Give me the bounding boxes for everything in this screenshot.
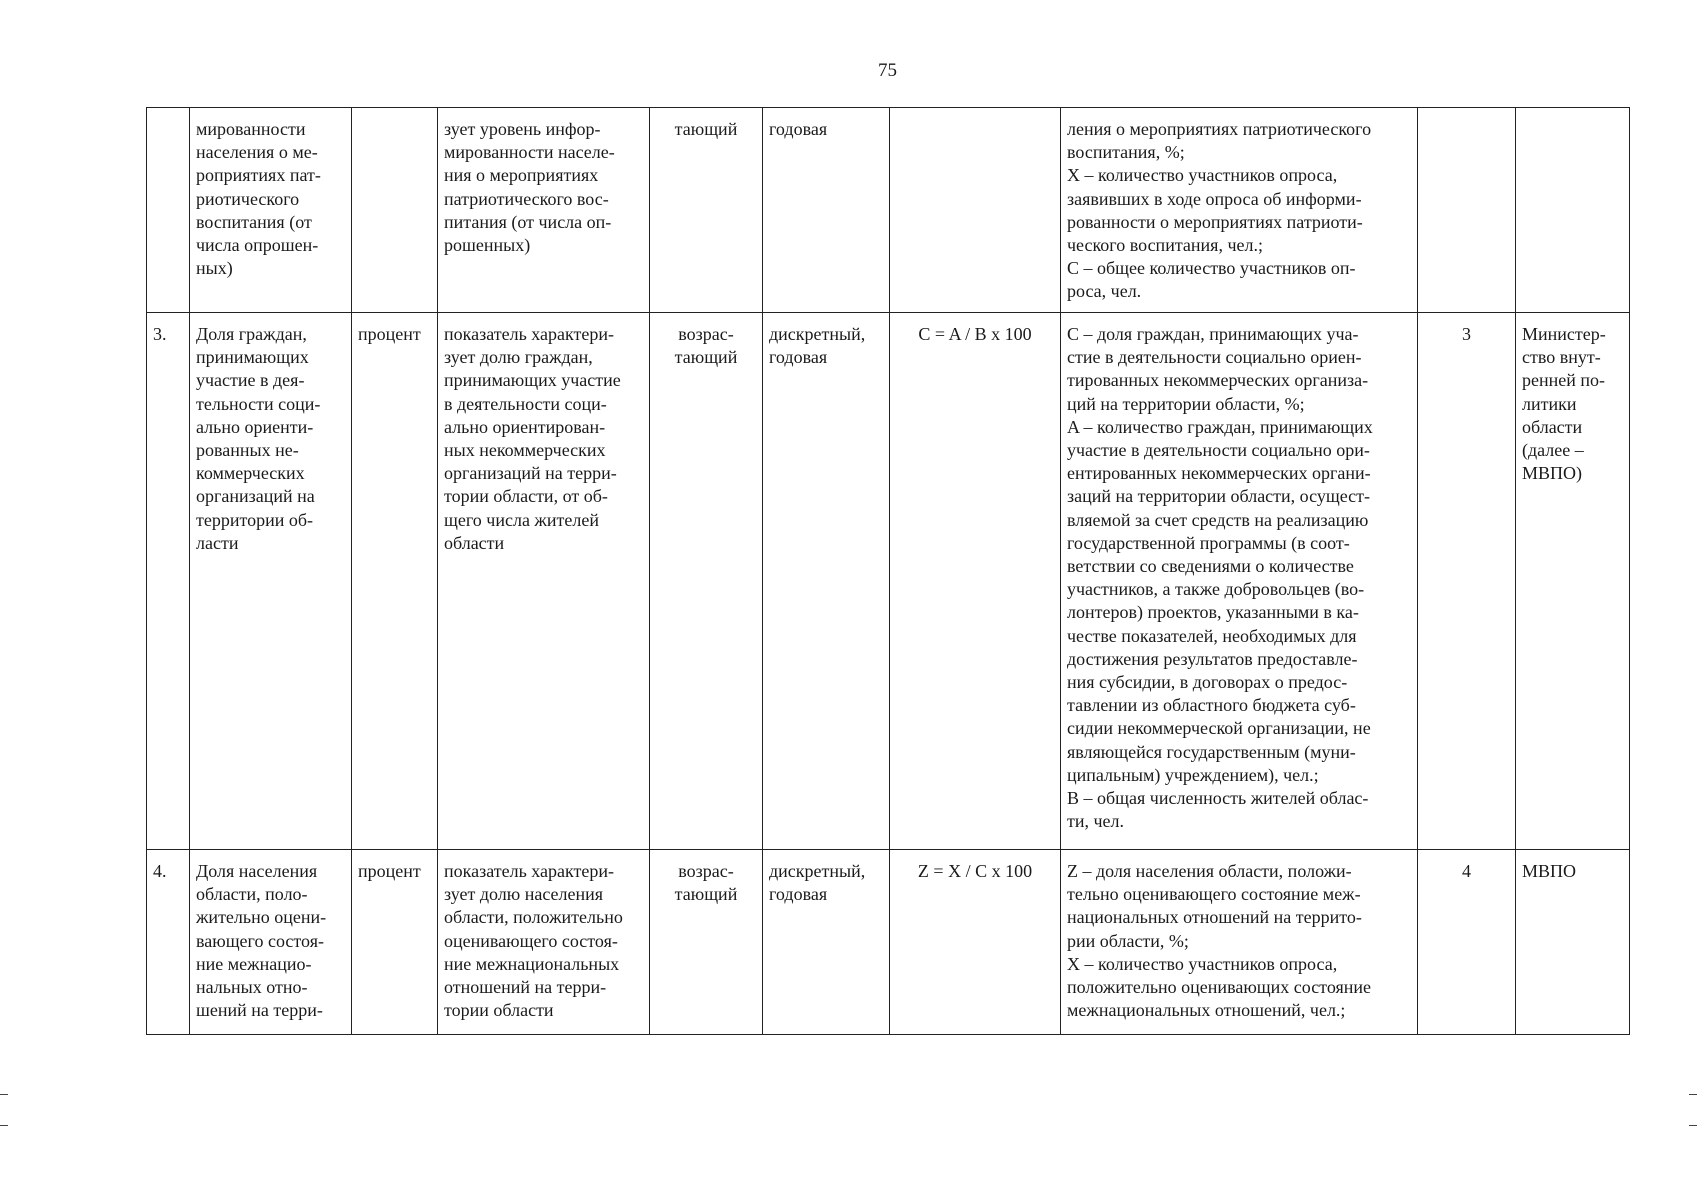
table-row [147, 108, 1630, 313]
formula: Z = X / C x 100 [890, 850, 1061, 1035]
row-number [147, 108, 190, 313]
table-row [147, 850, 1630, 1035]
periodicity: годовая [763, 108, 890, 313]
indicator-value [1418, 108, 1516, 313]
row-number: 3. [147, 313, 190, 850]
responsible-executor [1516, 108, 1630, 313]
trend-direction: возрас- тающий [650, 313, 763, 850]
formula: C = A / B x 100 [890, 313, 1061, 850]
indicator-value: 3 [1418, 313, 1516, 850]
page-number: 75 [878, 60, 897, 81]
indicators-table [146, 107, 1630, 1035]
scan-edge-mark [0, 1125, 8, 1126]
indicator-description: показатель характери- зует долю населения области, положительно оценивающего состоя- ние межнациональных отношений на терри- тории области [438, 850, 650, 1035]
trend-direction: тающий [650, 108, 763, 313]
periodicity: дискретный, годовая [763, 313, 890, 850]
indicator-name: мированности населения о ме- роприятиях пат- риотического воспитания (от числа опрошен- ных) [190, 108, 352, 313]
periodicity: дискретный, годовая [763, 850, 890, 1035]
scan-edge-mark [1689, 1094, 1697, 1095]
formula-explanation: Z – доля населения области, положи- тельно оценивающего состояние меж- национальных отношений на террито- рии области, %; X – количество участников опроса, положительно оценивающих состояние межнациональных отношений, чел.; [1061, 850, 1418, 1035]
unit [352, 108, 438, 313]
indicator-name: Доля населения области, поло- жительно оцени- вающего состоя- ние межнацио- нальных отно- шений на терри- [190, 850, 352, 1035]
scan-edge-mark [0, 1094, 8, 1095]
row-number: 4. [147, 850, 190, 1035]
table-row [147, 313, 1630, 850]
unit: процент [352, 850, 438, 1035]
indicator-description: показатель характери- зует долю граждан, принимающих участие в деятельности соци- ально ориентирован- ных некоммерческих организаций на терри- тории области, от об- щего числа жителей области [438, 313, 650, 850]
unit: процент [352, 313, 438, 850]
indicator-name: Доля граждан, принимающих участие в дея- тельности соци- ально ориенти- рованных не- коммерческих организаций на территории об- ласти [190, 313, 352, 850]
scan-edge-mark [1689, 1125, 1697, 1126]
formula-explanation: ления о мероприятиях патриотического воспитания, %; X – количество участников опроса, заявивших в ходе опроса об информи- рованности о мероприятиях патриоти- ческого воспитания, чел.; C – общее количество участников оп- роса, чел. [1061, 108, 1418, 313]
trend-direction: возрас- тающий [650, 850, 763, 1035]
formula-explanation: C – доля граждан, принимающих уча- стие в деятельности социально ориен- тированных некоммерческих организа- ций на территории области, %; A – количество граждан, принимающих участие в деятельности социально ори- ентированных некоммерческих органи- заций на территории области, осущест- вляемой за счет средств на реализацию государственной программы (в соот- ветствии со сведениями о количестве участников, а также добровольцев (во- лонтеров) проектов, указанными в ка- честве показателей, необходимых для достижения результатов предоставле- ния субсидии, в договорах о предос- тавлении из областного бюджета суб- сидии некоммерческой организации, не являющейся государственным (муни- ципальным) учреждением), чел.; B – общая численность жителей облас- ти, чел. [1061, 313, 1418, 850]
responsible-executor: МВПО [1516, 850, 1630, 1035]
indicator-value: 4 [1418, 850, 1516, 1035]
responsible-executor: Министер- ство внут- ренней по- литики области (далее – МВПО) [1516, 313, 1630, 850]
formula [890, 108, 1061, 313]
indicator-description: зует уровень инфор- мированности населе- ния о мероприятиях патриотического вос- питания (от числа оп- рошенных) [438, 108, 650, 313]
